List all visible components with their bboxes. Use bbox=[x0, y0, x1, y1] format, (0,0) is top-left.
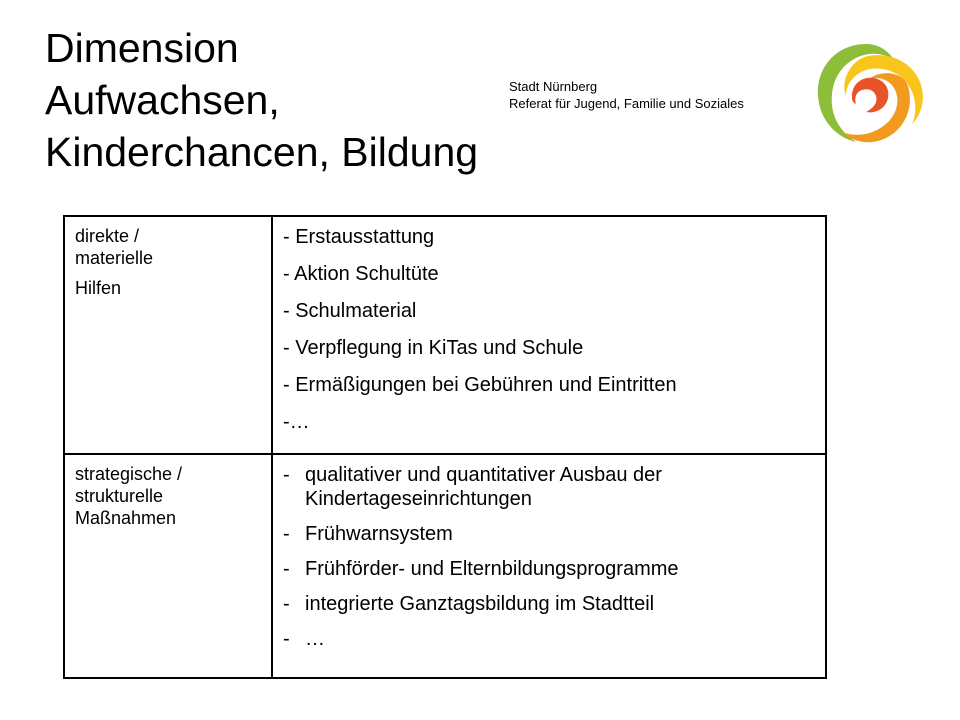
title-line-2: Aufwachsen, bbox=[45, 77, 280, 123]
org-department: Referat für Jugend, Familie und Soziales bbox=[509, 96, 744, 111]
label-line: strukturelle bbox=[75, 486, 164, 506]
list-item bbox=[283, 592, 819, 616]
label-line: direkte / bbox=[75, 226, 140, 246]
list-item bbox=[283, 463, 819, 511]
organization-label bbox=[509, 78, 744, 112]
bullet-dash: - bbox=[283, 558, 290, 580]
list-item bbox=[283, 627, 819, 651]
label-line: materielle bbox=[75, 248, 154, 268]
row-label-strategic-measures bbox=[64, 454, 272, 678]
list-item: - Aktion Schultüte bbox=[283, 263, 439, 285]
label-line: strategische / bbox=[75, 464, 183, 484]
city-swirl-logo-icon bbox=[808, 38, 940, 148]
list-item-text: Frühwarnsystem bbox=[305, 523, 453, 545]
measures-table bbox=[63, 215, 827, 679]
bullet-dash: - bbox=[283, 628, 290, 650]
logo-red-arc bbox=[852, 78, 888, 113]
label-line: Maßnahmen bbox=[75, 508, 177, 528]
row-items-direct-aid bbox=[272, 216, 826, 454]
org-city: Stadt Nürnberg bbox=[509, 79, 598, 94]
label-line: Hilfen bbox=[75, 278, 122, 298]
list-item-text: Frühförder- und Elternbildungsprogramme bbox=[305, 558, 679, 580]
list-item-text: qualitativer und quantitativer Ausbau der Kindertageseinrichtungen bbox=[305, 464, 662, 510]
list-item-text: integrierte Ganztagsbildung im Stadtteil bbox=[305, 593, 655, 615]
list-item: - Erstausstattung bbox=[283, 226, 435, 248]
row-label-direct-aid bbox=[64, 216, 272, 454]
list-item bbox=[283, 522, 819, 546]
row-items-strategic-measures bbox=[272, 454, 826, 678]
title-line-1: Dimension bbox=[45, 25, 239, 71]
bullet-dash: - bbox=[283, 464, 290, 486]
table-row bbox=[64, 216, 826, 454]
title-line-3: Kinderchancen, Bildung bbox=[45, 129, 479, 175]
list-item: - Ermäßigungen bei Gebühren und Eintritten bbox=[283, 374, 677, 396]
list-item bbox=[283, 557, 819, 581]
bullet-dash: - bbox=[283, 593, 290, 615]
bullet-dash: - bbox=[283, 523, 290, 545]
list-item-text: … bbox=[305, 628, 325, 650]
list-item: -… bbox=[283, 411, 310, 433]
table-row bbox=[64, 454, 826, 678]
list-item: - Schulmaterial bbox=[283, 300, 417, 322]
list-item: - Verpflegung in KiTas und Schule bbox=[283, 337, 584, 359]
